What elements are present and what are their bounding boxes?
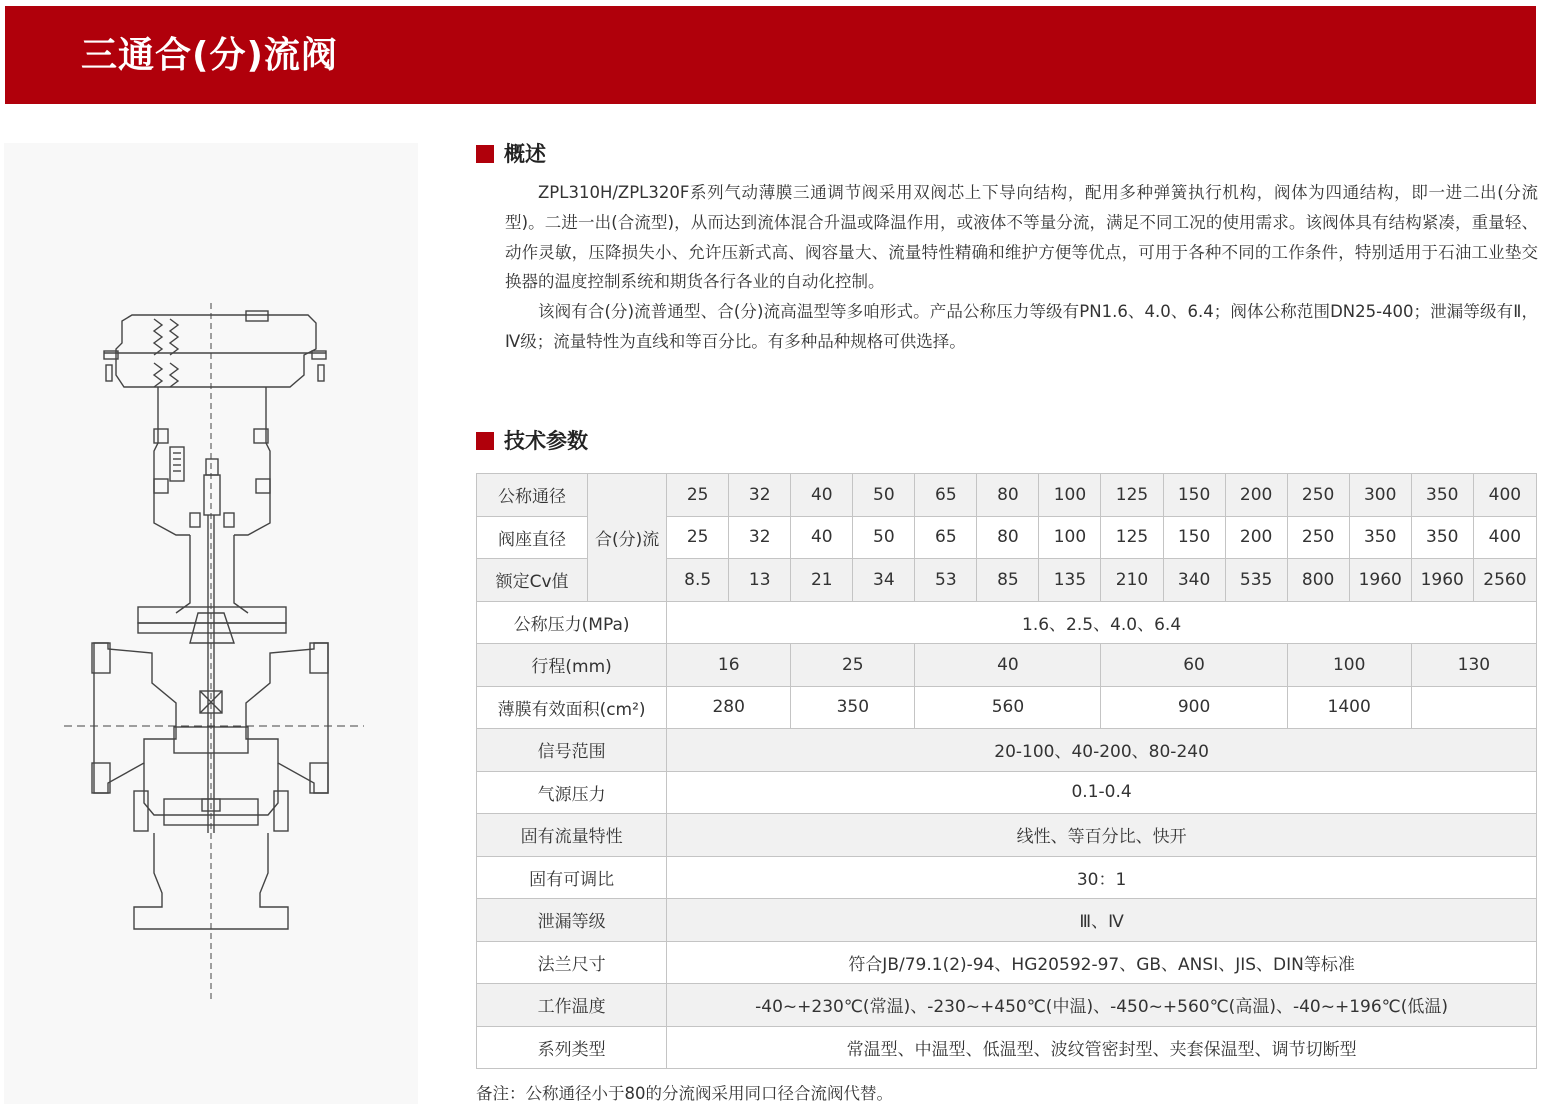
seat-value: 125 (1101, 516, 1163, 559)
row-signal-range (477, 729, 1537, 772)
footnote: 备注：公称通径小于80的分流阀采用同口径合流阀代替。 (476, 1084, 893, 1103)
series-types-label: 系列类型 (477, 1026, 667, 1069)
nd-value: 125 (1101, 474, 1163, 517)
leakage-class-value: Ⅲ、Ⅳ (667, 899, 1537, 942)
area-value: 1400 (1287, 686, 1411, 729)
row-rangeability (477, 856, 1537, 899)
seat-value: 350 (1349, 516, 1411, 559)
row-stroke (477, 644, 1537, 687)
nd-value: 150 (1163, 474, 1225, 517)
cv-value: 1960 (1349, 559, 1411, 602)
nd-value: 25 (667, 474, 729, 517)
title-banner (5, 6, 1536, 104)
cv-value: 53 (915, 559, 977, 602)
row-diaphragm-area (477, 686, 1537, 729)
overview-paragraph-2: 该阀有合(分)流普通型、合(分)流高温型等多咱形式。产品公称压力等级有PN1.6、4.0、6.4；阀体公称范围DN25-400；泄漏等级有Ⅱ，Ⅳ级；流量特性为直线和等百分比。有多种品种规格可供选择。 (505, 302, 1538, 351)
diaphragm-area-label: 薄膜有效面积(cm²) (477, 686, 667, 729)
overview-text (505, 178, 1538, 357)
nd-value: 80 (977, 474, 1039, 517)
rangeability-label: 固有可调比 (477, 856, 667, 899)
flange-size-value: 符合JB/79.1(2)-94、HG20592-97、GB、ANSI、JIS、DIN等标准 (667, 941, 1537, 984)
nd-value: 200 (1225, 474, 1287, 517)
area-value: 350 (791, 686, 915, 729)
row-working-temp (477, 984, 1537, 1027)
nominal-pressure-label: 公称压力(MPa) (477, 601, 667, 644)
row-air-pressure (477, 771, 1537, 814)
flange-size-label: 法兰尺寸 (477, 941, 667, 984)
seat-value: 350 (1411, 516, 1473, 559)
air-pressure-value: 0.1-0.4 (667, 771, 1537, 814)
row-nominal-diameter (477, 474, 1537, 517)
seat-value: 150 (1163, 516, 1225, 559)
cv-value: 135 (1039, 559, 1101, 602)
spec-table (476, 473, 1537, 1069)
row-leakage-class (477, 899, 1537, 942)
seat-diameter-label: 阀座直径 (477, 516, 588, 559)
stroke-label: 行程(mm) (477, 644, 667, 687)
red-square-icon (476, 432, 494, 450)
signal-range-value: 20-100、40-200、80-240 (667, 729, 1537, 772)
seat-value: 50 (853, 516, 915, 559)
area-value: 280 (667, 686, 791, 729)
nd-value: 400 (1473, 474, 1536, 517)
nd-value: 32 (729, 474, 791, 517)
cv-value: 1960 (1411, 559, 1473, 602)
nd-value: 100 (1039, 474, 1101, 517)
leakage-class-label: 泄漏等级 (477, 899, 667, 942)
stroke-value: 60 (1101, 644, 1287, 687)
area-value: 900 (1101, 686, 1287, 729)
seat-value: 100 (1039, 516, 1101, 559)
nd-value: 50 (853, 474, 915, 517)
cv-value: 2560 (1473, 559, 1536, 602)
area-value-empty (1411, 686, 1536, 729)
nominal-diameter-label: 公称通径 (477, 474, 588, 517)
nd-value: 300 (1349, 474, 1411, 517)
overview-paragraph-1: ZPL310H/ZPL320F系列气动薄膜三通调节阀采用双阀芯上下导向结构，配用多种弹簧执行机构，阀体为四通结构，即一进二出(分流型)。二进一出(合流型)，从而达到流体混合升温或降温作用，或液体不等量分流，满足不同工况的使用需求。该阀体具有结构紧凑，重量轻、动作灵敏，压降损失小、允许压新式高、阀容量大、流量特性精确和维护方便等优点，可用于各种不同的工作条件，特别适用于石油工业垫交换器的温度控制系统和期货各行各业的自动化控制。 (505, 183, 1538, 292)
row-flange-size (477, 941, 1537, 984)
red-square-icon (476, 145, 494, 163)
air-pressure-label: 气源压力 (477, 771, 667, 814)
cv-value: 535 (1225, 559, 1287, 602)
overview-heading: 概述 (476, 141, 546, 167)
seat-value: 80 (977, 516, 1039, 559)
working-temp-label: 工作温度 (477, 984, 667, 1027)
cv-value: 8.5 (667, 559, 729, 602)
stroke-value: 25 (791, 644, 915, 687)
rangeability-value: 30：1 (667, 856, 1537, 899)
series-types-value: 常温型、中温型、低温型、波纹管密封型、夹套保温型、调节切断型 (667, 1026, 1537, 1069)
valve-schematic (4, 143, 418, 1104)
cv-value: 800 (1287, 559, 1349, 602)
page-title: 三通合(分)流阀 (81, 35, 338, 76)
nd-value: 65 (915, 474, 977, 517)
nd-value: 250 (1287, 474, 1349, 517)
cv-value: 21 (791, 559, 853, 602)
stroke-value: 130 (1411, 644, 1536, 687)
signal-range-label: 信号范围 (477, 729, 667, 772)
nominal-pressure-value: 1.6、2.5、4.0、6.4 (667, 601, 1537, 644)
flow-characteristic-value: 线性、等百分比、快开 (667, 814, 1537, 857)
flow-characteristic-label: 固有流量特性 (477, 814, 667, 857)
nd-value: 350 (1411, 474, 1473, 517)
specs-heading: 技术参数 (476, 428, 588, 454)
cv-value: 34 (853, 559, 915, 602)
seat-value: 40 (791, 516, 853, 559)
cv-value: 340 (1163, 559, 1225, 602)
group-label: 合(分)流 (588, 474, 667, 602)
row-series-types (477, 1026, 1537, 1069)
row-nominal-pressure (477, 601, 1537, 644)
nd-value: 40 (791, 474, 853, 517)
seat-value: 250 (1287, 516, 1349, 559)
cv-value: 13 (729, 559, 791, 602)
seat-value: 32 (729, 516, 791, 559)
cv-value: 210 (1101, 559, 1163, 602)
seat-value: 400 (1473, 516, 1536, 559)
stroke-value: 16 (667, 644, 791, 687)
valve-drawing (4, 143, 418, 1104)
rated-cv-label: 额定Cv值 (477, 559, 588, 602)
working-temp-value: -40~+230℃(常温)、-230~+450℃(中温)、-450~+560℃(高温)、-40~+196℃(低温) (667, 984, 1537, 1027)
seat-value: 25 (667, 516, 729, 559)
row-flow-characteristic (477, 814, 1537, 857)
cv-value: 85 (977, 559, 1039, 602)
area-value: 560 (915, 686, 1101, 729)
seat-value: 65 (915, 516, 977, 559)
stroke-value: 40 (915, 644, 1101, 687)
seat-value: 200 (1225, 516, 1287, 559)
stroke-value: 100 (1287, 644, 1411, 687)
